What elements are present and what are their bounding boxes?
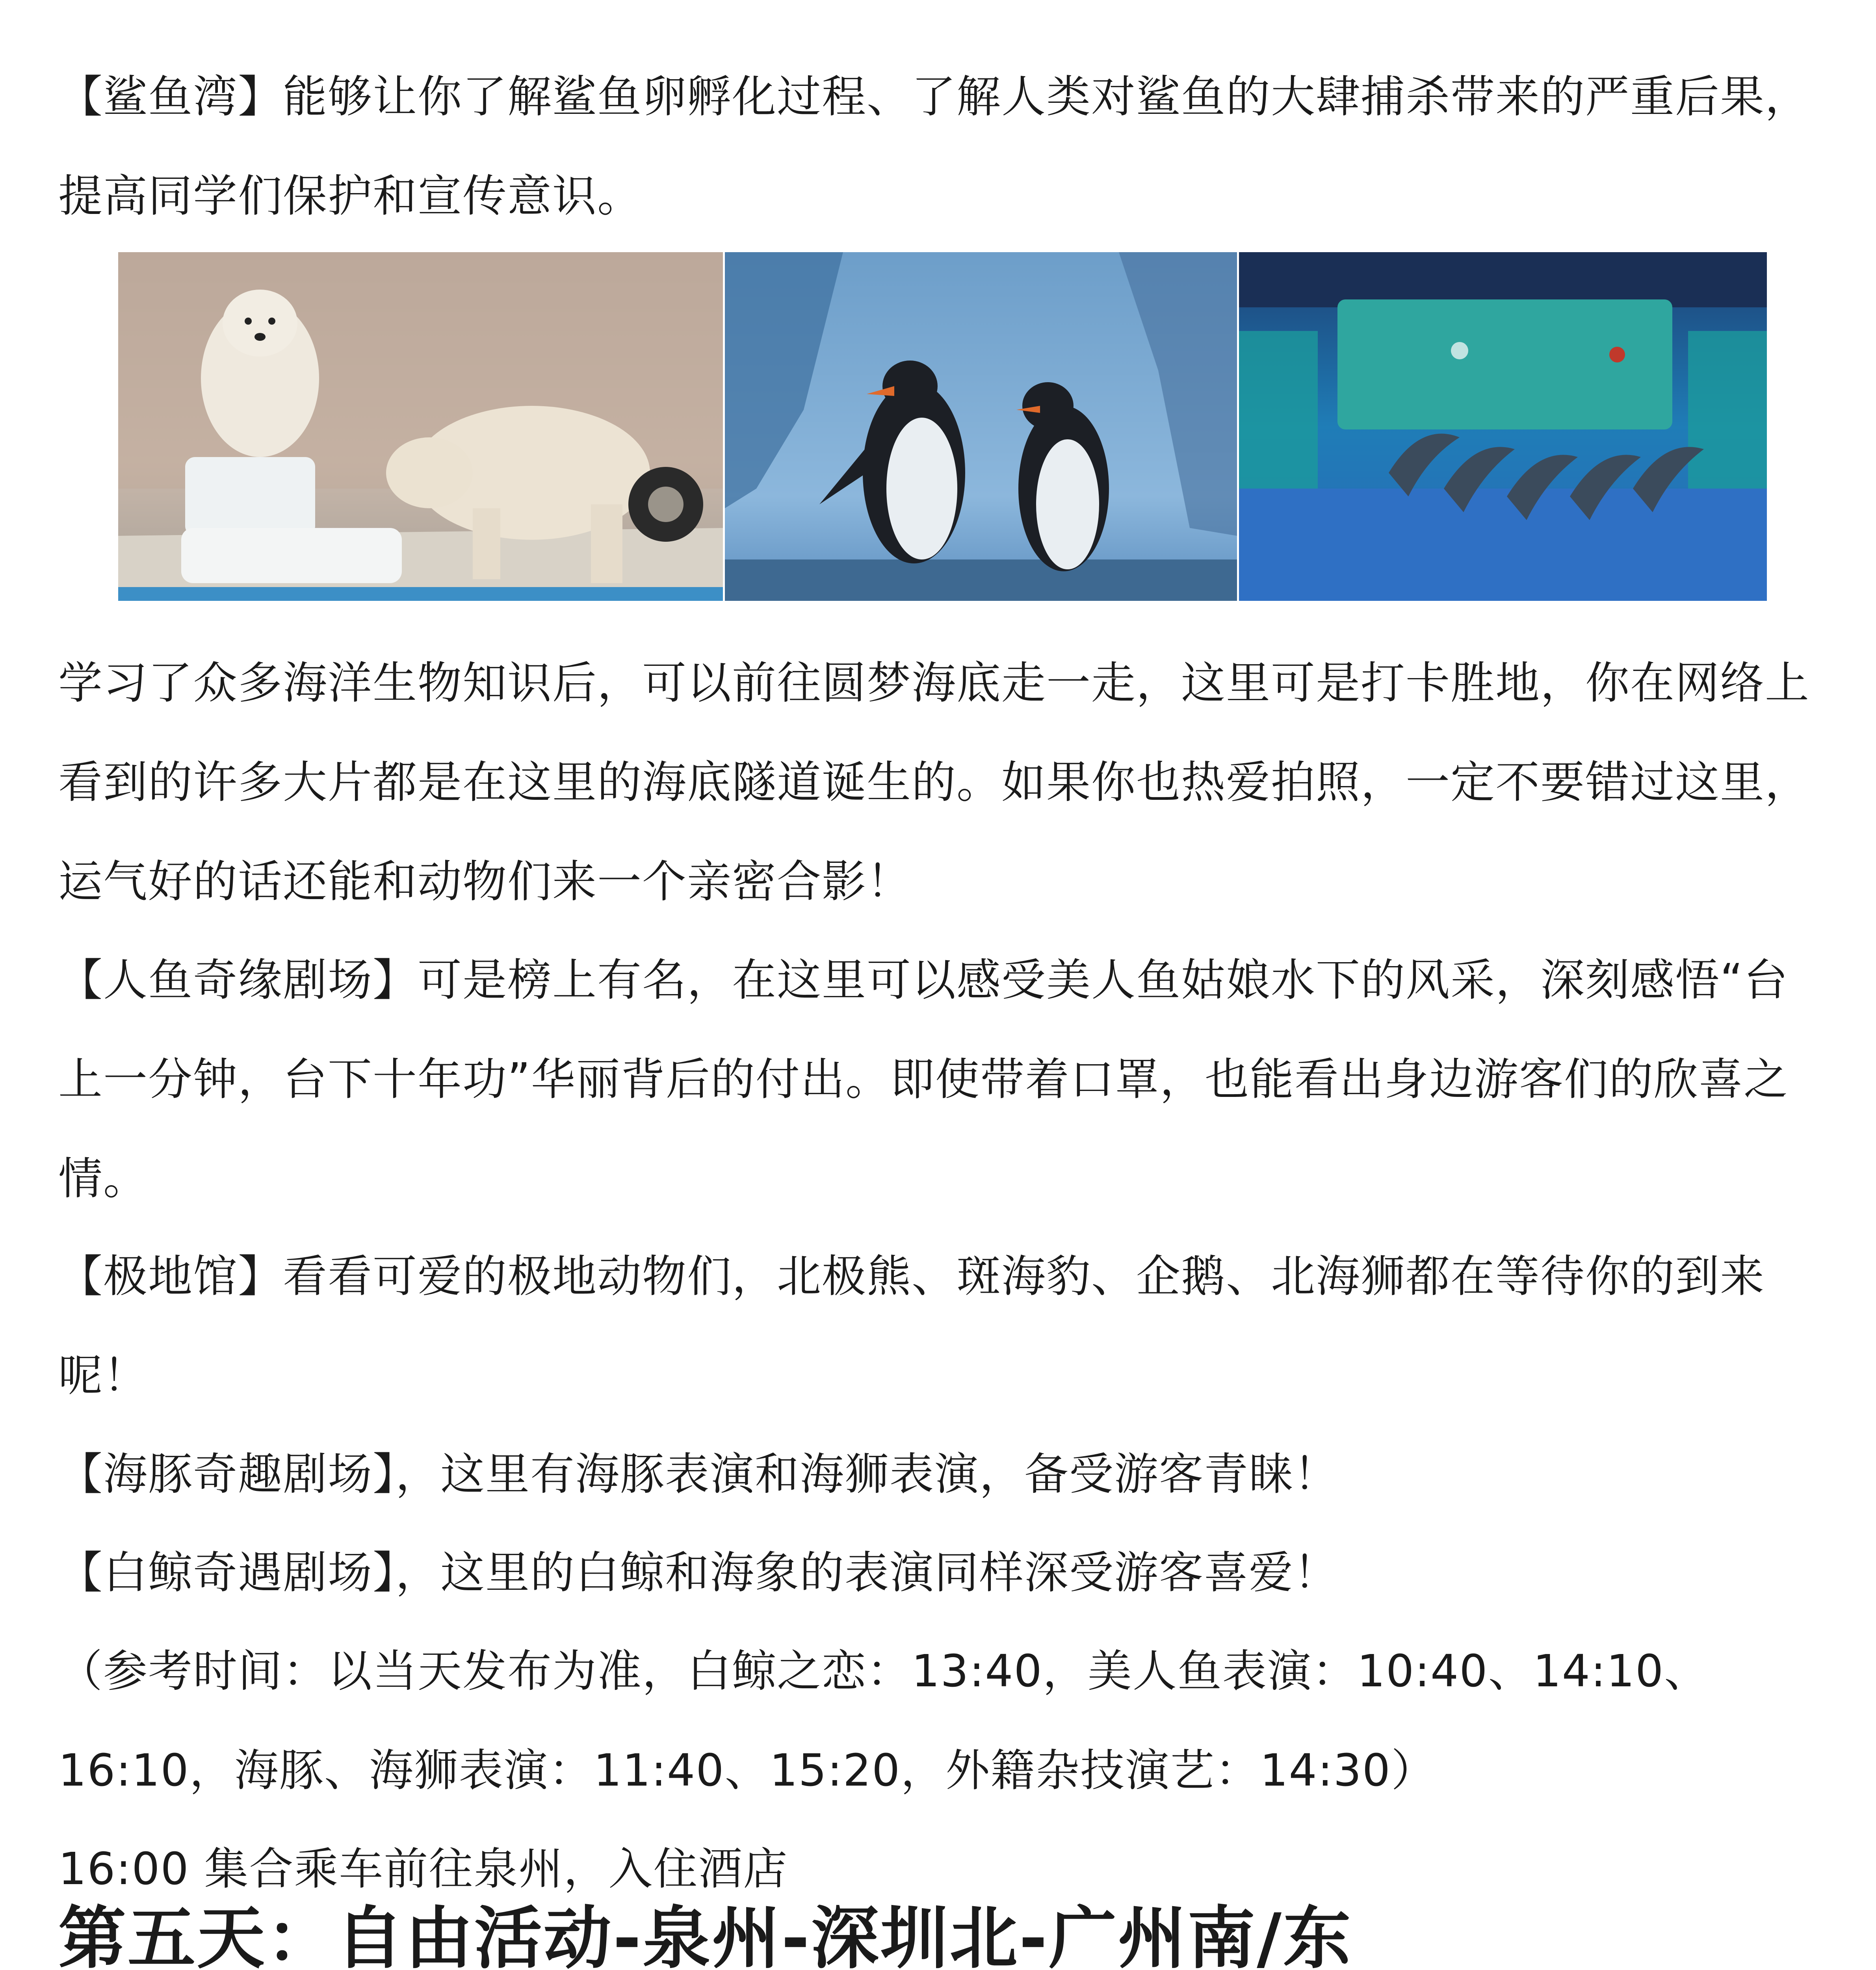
- paragraph-beluga-theater: 【白鲸奇遇剧场】，这里的白鲸和海象的表演同样深受游客喜爱！: [58, 1547, 1339, 1598]
- paragraph-depart-quanzhou: 16:00 集合乘车前往泉州，入住酒店: [58, 1844, 788, 1895]
- day5-heading: 第五天：自由活动-泉州-深圳北-广州南/东: [58, 1899, 1352, 1970]
- dolphin-show-photo: [1239, 252, 1767, 601]
- penguins-photo: [725, 252, 1237, 601]
- paragraph-dolphin-theater: 【海豚奇趣剧场】，这里有海豚表演和海狮表演，备受游客青睐！: [58, 1449, 1339, 1500]
- paragraph-polar-hall: 【极地馆】看看可爱的极地动物们，北极熊、斑海豹、企鹅、北海狮都在等待你的到来呢！: [58, 1251, 1765, 1401]
- paragraph-shark-bay: 【鲨鱼湾】能够让你了解鲨鱼卵孵化过程、了解人类对鲨鱼的大肆捕杀带来的严重后果，提高同学们保护和宣传意识。: [58, 71, 1810, 222]
- polar-bear-photo: [118, 252, 723, 601]
- paragraph-mermaid-theater: 【人鱼奇缘剧场】可是榜上有名，在这里可以感受美人鱼姑娘水下的风采，深刻感悟“台上一分钟，台下十年功”华丽背后的付出。即使带着口罩，也能看出身边游客们的欣喜之情。: [58, 955, 1789, 1204]
- photo-strip: [118, 252, 1767, 601]
- paragraph-reference-times: （参考时间：以当天发布为准，白鲸之恋：13:40，美人鱼表演：10:40、14:10、16:10，海豚、海狮表演：11:40、15:20，外籍杂技演艺：14:30）: [58, 1646, 1709, 1796]
- paragraph-undersea-tunnel: 学习了众多海洋生物知识后，可以前往圆梦海底走一走，这里可是打卡胜地，你在网络上看到的许多大片都是在这里的海底隧道诞生的。如果你也热爱拍照，一定不要错过这里，运气好的话还能和动物们来一个亲密合影！: [58, 658, 1810, 907]
